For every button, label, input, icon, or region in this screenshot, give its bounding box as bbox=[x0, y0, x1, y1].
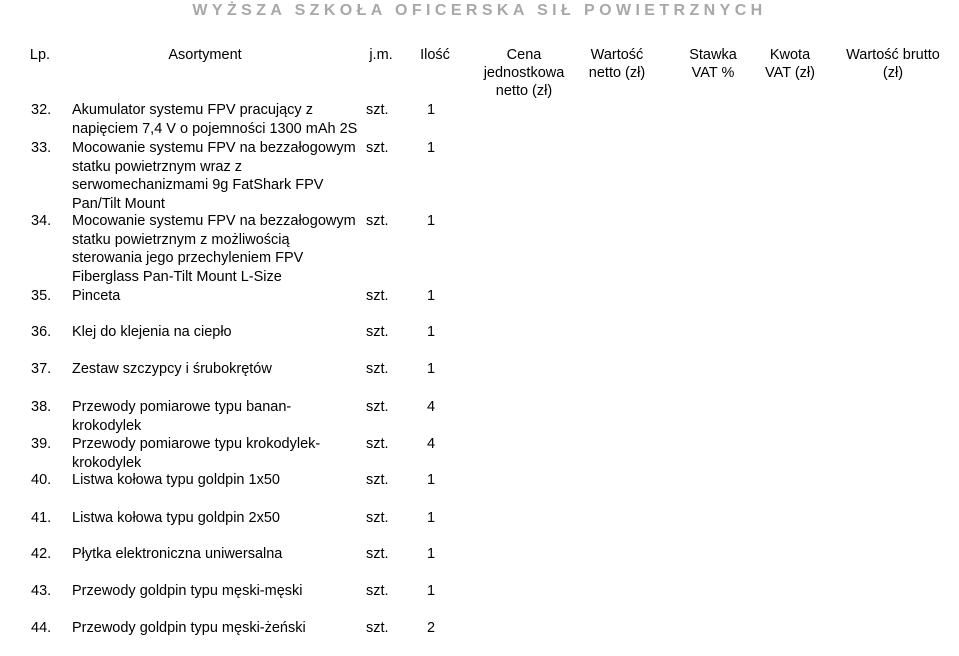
row-unit: szt. bbox=[366, 436, 389, 452]
row-quantity: 1 bbox=[427, 472, 436, 488]
row-name: Przewody goldpin typu męski-żeński bbox=[72, 620, 306, 636]
row-unit: szt. bbox=[366, 546, 389, 562]
row-quantity: 1 bbox=[427, 361, 436, 377]
row-lp: 40. bbox=[31, 472, 52, 488]
row-quantity: 1 bbox=[427, 583, 436, 599]
row-quantity: 1 bbox=[427, 288, 436, 304]
row-quantity: 1 bbox=[427, 324, 436, 340]
header-wartosc-brutto: Wartość brutto (zł) bbox=[846, 47, 940, 81]
header-stawka-vat: Stawka VAT % bbox=[689, 47, 737, 81]
row-name: Przewody pomiarowe typu krokodylek- krokodylek bbox=[72, 436, 321, 471]
row-name: Listwa kołowa typu goldpin 1x50 bbox=[72, 472, 280, 488]
row-name: Listwa kołowa typu goldpin 2x50 bbox=[72, 510, 280, 526]
row-unit: szt. bbox=[366, 361, 389, 377]
row-lp: 37. bbox=[31, 361, 52, 377]
row-unit: szt. bbox=[366, 510, 389, 526]
row-quantity: 1 bbox=[427, 546, 436, 562]
row-quantity: 1 bbox=[427, 510, 436, 526]
header-ilosc: Ilość bbox=[420, 47, 450, 63]
row-quantity: 1 bbox=[427, 140, 436, 156]
row-name: Pinceta bbox=[72, 288, 121, 304]
row-unit: szt. bbox=[366, 140, 389, 156]
row-lp: 42. bbox=[31, 546, 52, 562]
row-lp: 41. bbox=[31, 510, 52, 526]
row-name: Mocowanie systemu FPV na bezzałogowym statku powietrznym z możliwością sterowania jego przechyleniem FPV Fiberglass Pan-Tilt Mount L-Size bbox=[72, 213, 356, 285]
row-lp: 39. bbox=[31, 436, 52, 452]
row-lp: 33. bbox=[31, 140, 52, 156]
header-kwota-vat: Kwota VAT (zł) bbox=[765, 47, 815, 81]
row-lp: 35. bbox=[31, 288, 52, 304]
row-unit: szt. bbox=[366, 102, 389, 118]
row-lp: 34. bbox=[31, 213, 52, 229]
row-unit: szt. bbox=[366, 288, 389, 304]
header-lp: Lp. bbox=[29, 47, 51, 63]
row-name: Klej do klejenia na ciepło bbox=[72, 324, 232, 340]
table-header bbox=[0, 46, 959, 100]
row-unit: szt. bbox=[366, 583, 389, 599]
row-lp: 44. bbox=[31, 620, 52, 636]
row-lp: 43. bbox=[31, 583, 52, 599]
row-lp: 32. bbox=[31, 102, 52, 118]
row-quantity: 1 bbox=[427, 213, 436, 229]
row-unit: szt. bbox=[366, 620, 389, 636]
header-jm: j.m. bbox=[369, 47, 393, 63]
document-header-title: WYŻSZA SZKOŁA OFICERSKA SIŁ POWIETRZNYCH bbox=[192, 2, 767, 19]
row-lp: 36. bbox=[31, 324, 52, 340]
row-name: Akumulator systemu FPV pracujący z napięciem 7,4 V o pojemności 1300 mAh 2S bbox=[72, 102, 358, 137]
row-name: Przewody pomiarowe typu banan- krokodylek bbox=[72, 399, 292, 434]
row-quantity: 1 bbox=[427, 102, 436, 118]
row-unit: szt. bbox=[366, 472, 389, 488]
row-quantity: 4 bbox=[427, 436, 436, 452]
row-unit: szt. bbox=[366, 213, 389, 229]
row-name: Zestaw szczypcy i śrubokrętów bbox=[72, 361, 272, 377]
row-unit: szt. bbox=[366, 399, 389, 415]
row-name: Mocowanie systemu FPV na bezzałogowym statku powietrznym wraz z serwomechanizmami 9g FatShark FPV Pan/Tilt Mount bbox=[72, 140, 356, 212]
header-asortyment: Asortyment bbox=[168, 47, 242, 63]
header-cena: Cena jednostkowa netto (zł) bbox=[483, 47, 565, 99]
row-unit: szt. bbox=[366, 324, 389, 340]
row-name: Płytka elektroniczna uniwersalna bbox=[72, 546, 283, 562]
header-wartosc-netto: Wartość netto (zł) bbox=[588, 47, 646, 81]
row-name: Przewody goldpin typu męski-męski bbox=[72, 583, 303, 599]
row-quantity: 4 bbox=[427, 399, 436, 415]
row-quantity: 2 bbox=[427, 620, 436, 636]
row-lp: 38. bbox=[31, 399, 52, 415]
